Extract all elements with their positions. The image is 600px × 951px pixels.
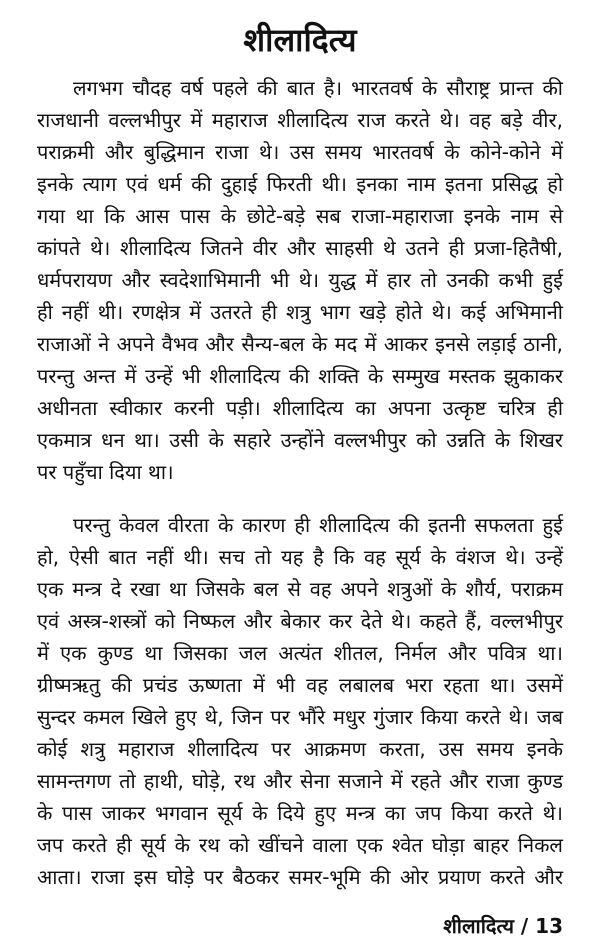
text-line: परन्तु अन्त में उन्हें भी शीलादित्य की शक्ति के सम्मुख मस्तक झुकाकर (37, 364, 563, 388)
text-line: परन्तु केवल वीरता के कारण ही शीलादित्य की इतनी सफलता हुई (73, 513, 563, 537)
text-line: के पास जाकर भगवान सूर्य के दिये हुए मन्त्र का जप किया करते थे। (37, 801, 563, 825)
text-line: में एक कुण्ड था जिसका जल अत्यंत शीतल, निर्मल और पवित्र था। (37, 641, 563, 665)
text-line: राजधानी वल्लभीपुर में महाराज शीलादित्य राज करते थे। वह बड़े वीर, (37, 108, 563, 132)
text-line: आता। राजा इस घोड़े पर बैठकर समर-भूमि की ओर प्रयाण करते और (37, 865, 563, 889)
text-line: अधीनता स्वीकार करनी पड़ी। शीलादित्य का अपना उत्कृष्ट चरित्र ही (37, 396, 563, 420)
page-footer-running-head: शीलादित्य / 13 (443, 914, 563, 938)
text-line: पर पहुँचा दिया था। (37, 460, 174, 484)
text-line: एकमात्र धन था। उसी के सहारे उन्होंने वल्लभीपुर को उन्नति के शिखर (37, 428, 563, 452)
text-line: जप करते ही सूर्य के रथ को खींचने वाला एक श्वेत घोड़ा बाहर निकल (37, 833, 563, 857)
text-line: धर्मपरायण और स्वदेशाभिमानी भी थे। युद्ध में हार तो उनकी कभी हुई (37, 268, 563, 292)
text-line: सुन्दर कमल खिले हुए थे, जिन पर भौंरे मधुर गुंजार किया करते थे। जब (37, 705, 563, 729)
text-line: एवं अस्त्र-शस्त्रों को निष्फल और बेकार कर देते थे। कहते हैं, वल्लभीपुर (37, 609, 563, 633)
paragraph-1 (37, 72, 563, 488)
text-line: राजाओं ने अपने वैभव और सैन्य-बल के मद में आकर इनसे लड़ाई ठानी, (37, 332, 563, 356)
page-title: शीलादित्य (243, 21, 357, 59)
text-line: गया था कि आस पास के छोटे-बड़े सब राजा-महाराजा इनके नाम से (37, 204, 563, 228)
text-line: पराक्रमी और बुद्धिमान राजा थे। उस समय भारतवर्ष के कोने-कोने में (37, 140, 563, 164)
text-line: हो, ऐसी बात नहीं थी। सच तो यह है कि वह सूर्य के वंशज थे। उन्हें (37, 545, 563, 569)
text-line: कांपते थे। शीलादित्य जितने वीर और साहसी थे उतने ही प्रजा-हितैषी, (37, 236, 563, 260)
text-line: इनके त्याग एवं धर्म की दुहाई फिरती थी। इनका नाम इतना प्रसिद्ध हो (37, 172, 563, 196)
text-line: लगभग चौदह वर्ष पहले की बात है। भारतवर्ष के सौराष्ट्र प्रान्त की (73, 76, 563, 100)
paragraph-2 (37, 509, 563, 893)
text-line: ही नहीं थी। रणक्षेत्र में उतरते ही शत्रु भाग खड़े होते थे। कई अभिमानी (37, 300, 563, 324)
text-line: ग्रीष्मऋतु की प्रचंड ऊष्णता में भी वह लबालब भरा रहता था। उसमें (37, 673, 563, 697)
text-line: सामन्तगण तो हाथी, घोड़े, रथ और सेना सजाने में रहते और राजा कुण्ड (37, 769, 563, 793)
text-line: एक मन्त्र दे रखा था जिसके बल से वह अपने शत्रुओं के शौर्य, पराक्रम (37, 577, 563, 601)
text-line: कोई शत्रु महाराज शीलादित्य पर आक्रमण करता, उस समय इनके (37, 737, 563, 761)
